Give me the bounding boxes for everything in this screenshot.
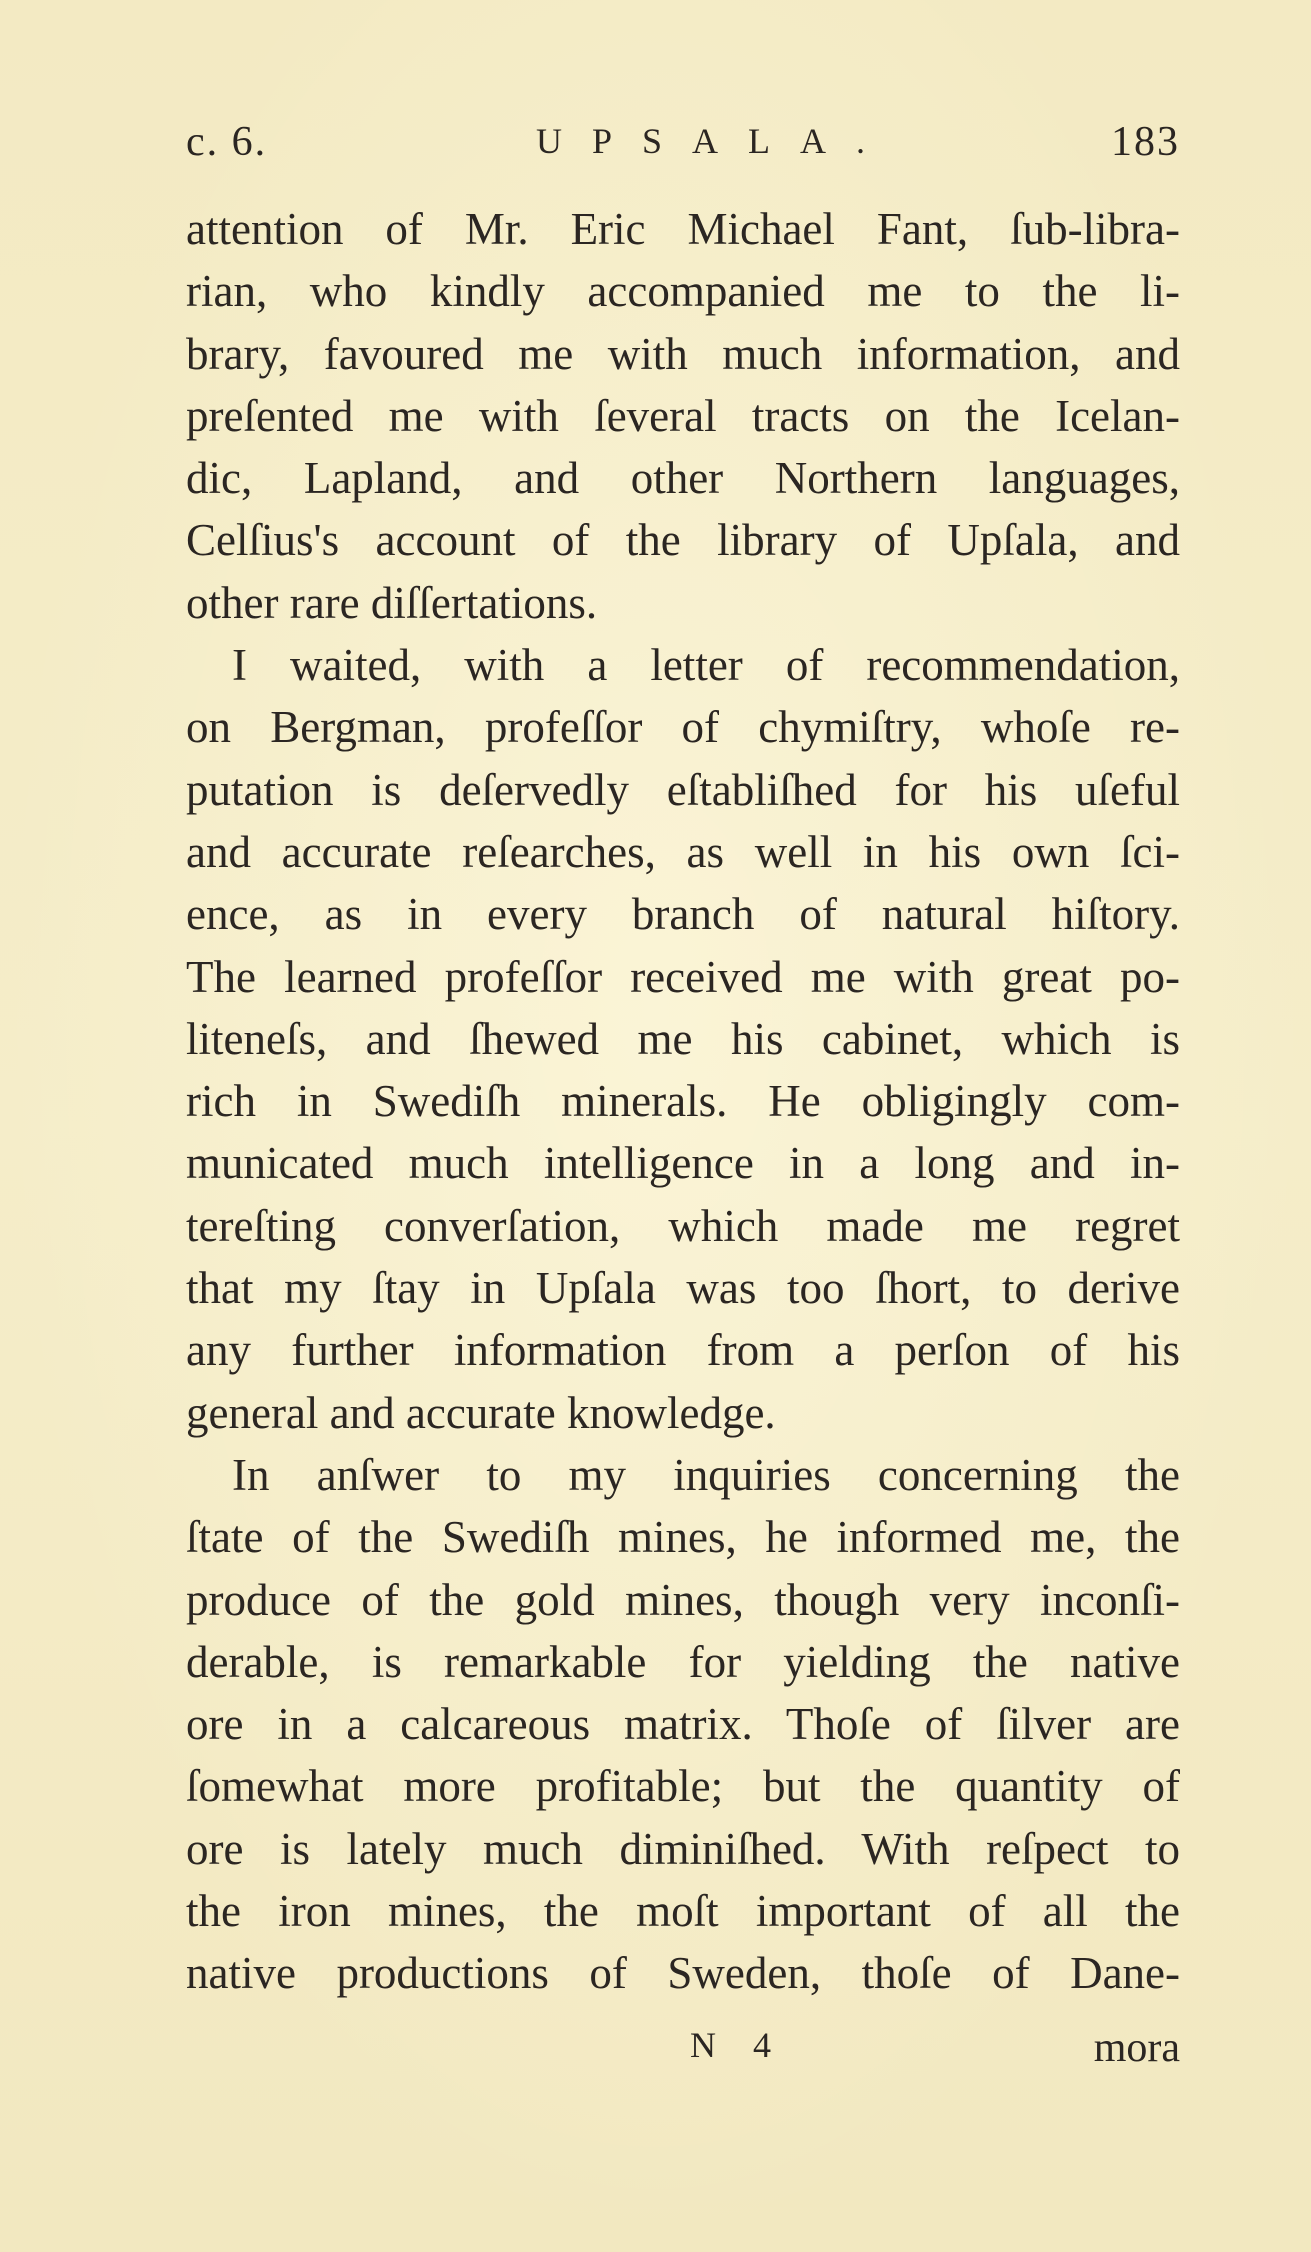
text-line: the iron mines, the moſt important of all the [186,1886,1180,1937]
text-line: derable, is remarkable for yielding the native [186,1636,1180,1687]
text-line: Celſius's account of the library of Upſala, and [186,515,1180,566]
text-line: preſented me with ſeveral tracts on the Icelan- [186,390,1180,441]
text-line: native productions of Sweden, thoſe of Dane- [186,1948,1180,1999]
text-line: that my ſtay in Upſala was too ſhort, to derive [186,1263,1180,1314]
text-line: ence, as in every branch of natural hiſtory. [186,889,1180,940]
text-line: liteneſs, and ſhewed me his cabinet, which is [186,1013,1180,1064]
text-line: ſomewhat more profitable; but the quantity of [186,1761,1180,1812]
text-line: attention of Mr. Eric Michael Fant, ſub-libra- [186,204,1180,254]
text-line: putation is deſervedly eſtabliſhed for his uſeful [186,764,1180,815]
text-line: produce of the gold mines, though very inconſi- [186,1574,1180,1625]
text-line: rian, who kindly accompanied me to the li- [186,266,1180,317]
text-line: and accurate reſearches, as well in his own ſci- [186,826,1180,877]
catchword: mora [1093,2025,1180,2071]
text-line: ore is lately much diminiſhed. With reſpect to [186,1823,1180,1874]
running-title: UPSALA. [536,121,896,161]
running-header [186,118,1180,174]
text-line: The learned profeſſor received me with great po- [186,951,1180,1002]
text-line: brary, favoured me with much information, and [186,328,1180,379]
text-line: general and accurate knowledge. [186,1387,776,1438]
text-line: dic, Lapland, and other Northern languages, [186,453,1180,504]
text-line: tereſting converſation, which made me regret [186,1200,1180,1251]
text-line: rich in Swediſh minerals. He obligingly com- [186,1076,1180,1127]
text-line: municated much intelligence in a long and in- [186,1138,1180,1189]
text-line: ore in a calcareous matrix. Thoſe of ſilver are [186,1699,1180,1750]
page-number: 183 [1111,119,1180,165]
text-line: ſtate of the Swediſh mines, he informed me, the [186,1512,1180,1563]
signature-mark: N 4 [690,2025,785,2065]
text-line: any further information from a perſon of his [186,1325,1180,1376]
paragraph-start-line: I waited, with a letter of recommendation, [232,640,1180,691]
page-footer [186,2024,1180,2080]
body-text [186,198,1180,2005]
chapter-reference: c. 6. [186,119,268,165]
paragraph-start-line: In anſwer to my inquiries concerning the [232,1449,1180,1500]
text-line: other rare diſſertations. [186,577,598,628]
text-line: on Bergman, profeſſor of chymiſtry, whoſe re- [186,702,1180,753]
